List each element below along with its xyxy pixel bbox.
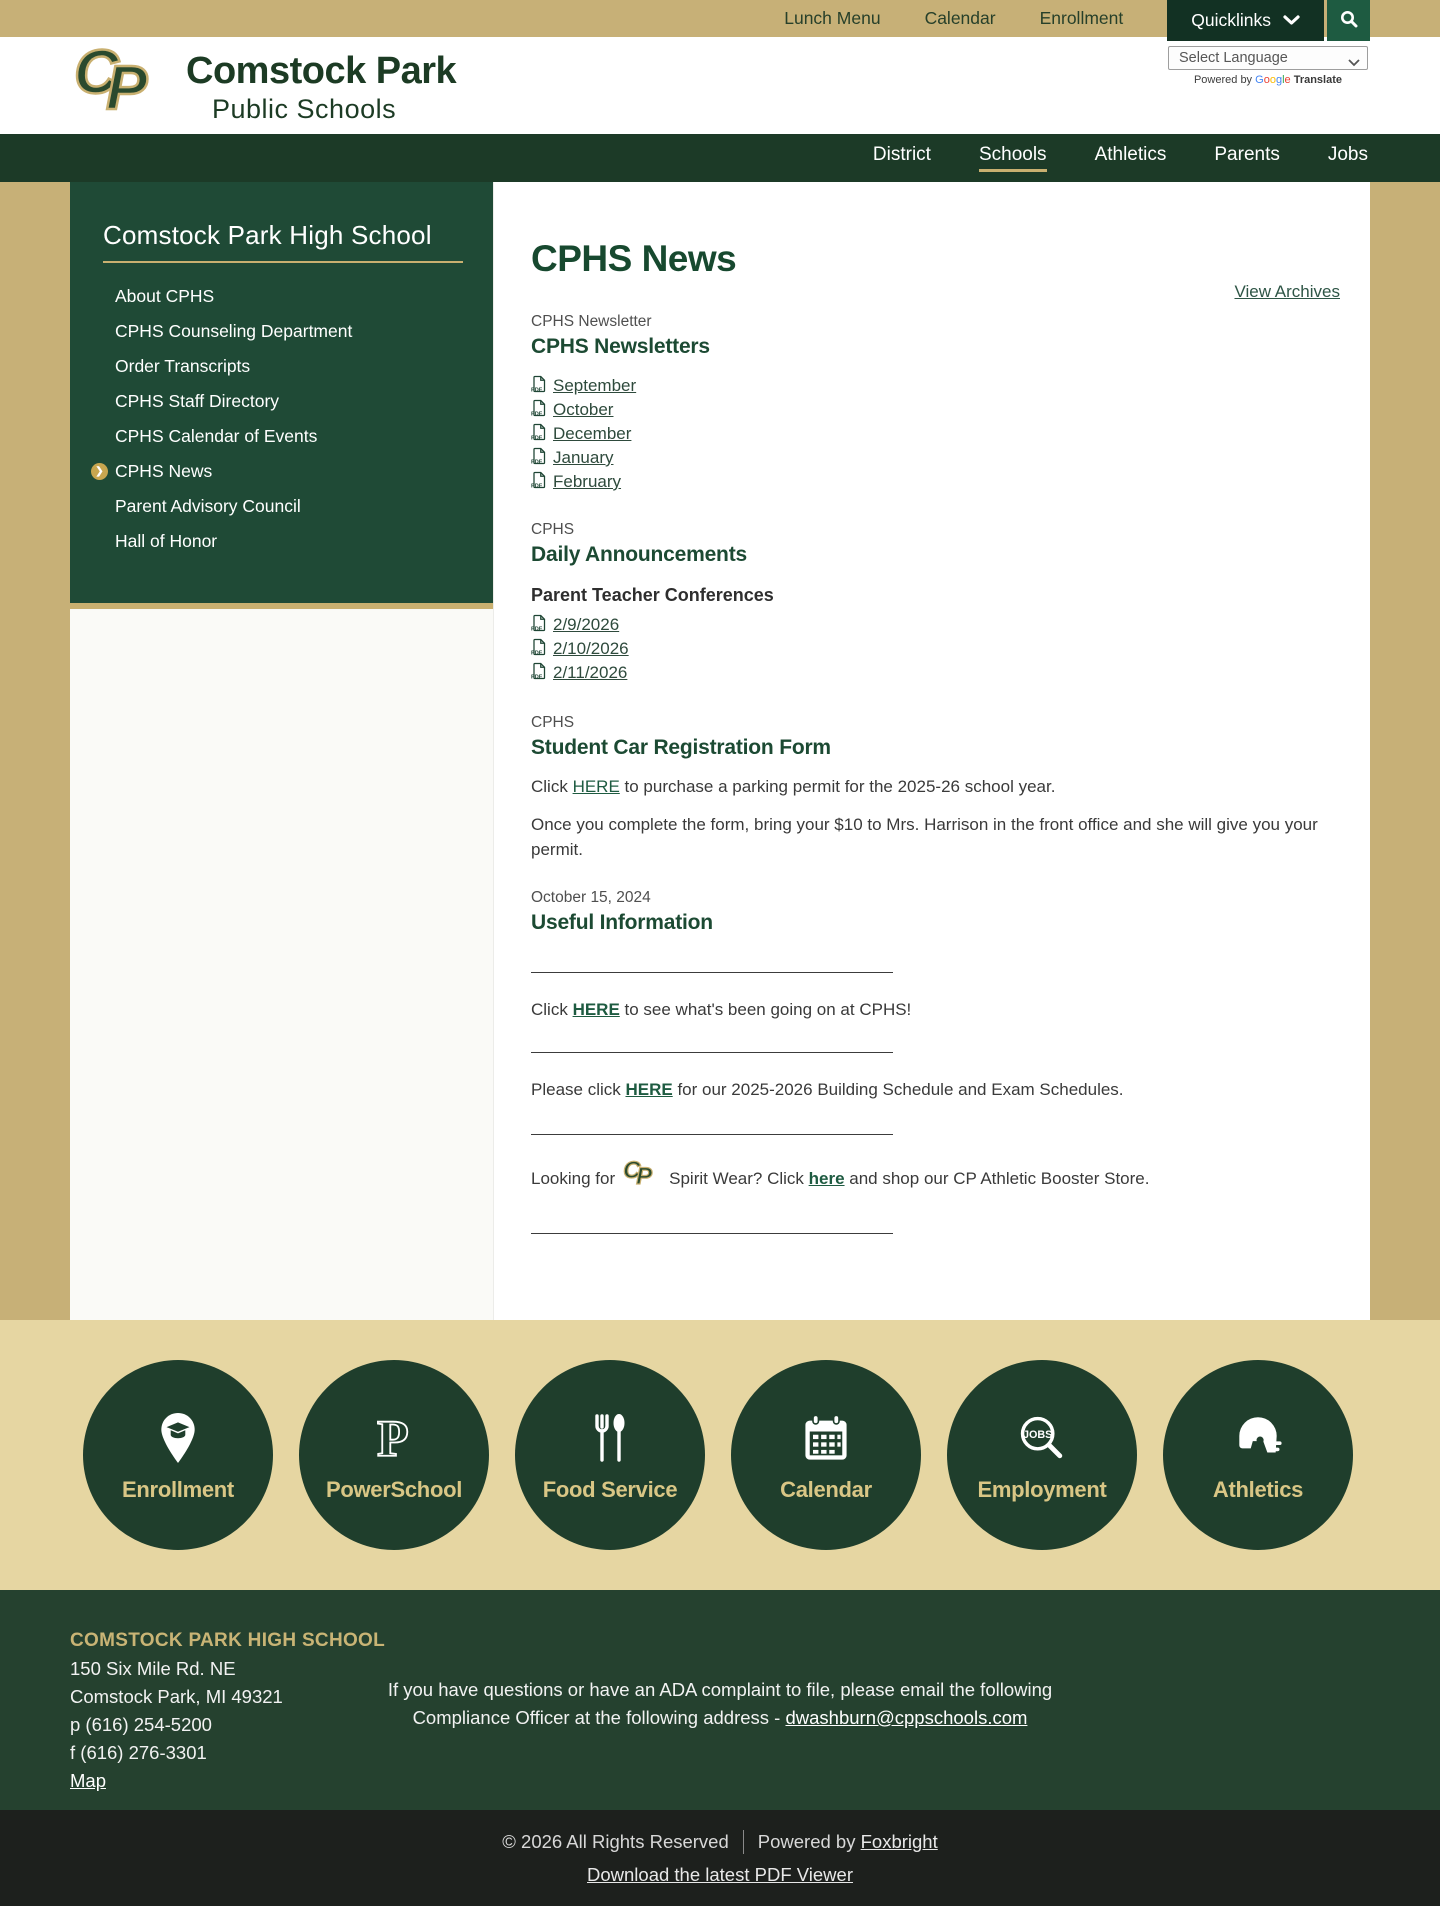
search-button[interactable] [1327,0,1370,41]
foxbright-link[interactable]: Foxbright [860,1831,938,1852]
svg-text:PDF: PDF [531,411,543,417]
newsletter-link[interactable]: October [553,400,614,419]
copyright-text: © 2026 All Rights Reserved [502,1831,729,1852]
newsletter-link[interactable]: January [553,448,614,467]
booster-store-link[interactable]: here [808,1168,845,1188]
pdf-icon [531,638,546,661]
sidebar-item-calendar-of-events[interactable]: CPHS Calendar of Events [115,426,318,446]
useful-information-section [531,888,1340,1234]
main-content [493,182,1370,1320]
pdf-icon [531,423,546,446]
page-title: CPHS News [531,238,737,279]
logo-letter-p: P [106,54,144,123]
divider [531,1134,893,1135]
svg-text:PDF: PDF [531,626,543,632]
svg-text:JOBS: JOBS [1022,1429,1053,1441]
powerschool-p-icon [369,1407,419,1469]
pdf-icon [531,614,546,637]
announcement-link[interactable]: 2/11/2026 [553,663,628,682]
section-eyebrow: CPHS Newsletter [531,313,652,330]
quicklinks-label: Quicklinks [1191,10,1271,30]
newsletter-link[interactable]: December [553,424,632,443]
newsletters-section [531,312,1340,494]
compliance-email-link[interactable]: dwashburn@cppschools.com [785,1707,1028,1728]
conferences-subheading: Parent Teacher Conferences [531,585,774,605]
permit-instructions-paragraph: Once you complete the form, bring your $10 to Mrs. Harrison in the front office and she will give you your permit. [531,815,1318,859]
translate-attribution: Powered by Google Translate [1193,74,1343,86]
sidebar-item-hall-of-honor[interactable]: Hall of Honor [115,531,218,551]
sidebar-item-order-transcripts[interactable]: Order Transcripts [115,356,251,376]
spirit-wear-line: Looking for C P Spirit Wear? Click here and shop our CP Athletic Booster Store. [531,1161,1340,1195]
whats-going-on-line: Click HERE to see what's been going on at CPHS! [531,1000,912,1019]
sidebar-item-cphs-news[interactable]: ❯ CPHS News [103,454,463,489]
newsletter-link[interactable]: February [553,472,622,491]
section-heading: Student Car Registration Form [531,736,831,759]
list-item [531,637,1340,661]
active-arrow-icon: ❯ [91,463,108,480]
daily-announcements-section [531,520,1340,685]
google-translate-widget [1168,46,1368,86]
circle-label: Enrollment [122,1477,234,1502]
circle-label: PowerSchool [325,1477,463,1502]
circle-powerschool[interactable] [299,1360,489,1550]
parking-permit-link[interactable]: HERE [572,777,620,796]
footer-address1: 150 Six Mile Rd. NE [70,1658,236,1679]
circle-label: Athletics [1212,1477,1304,1502]
circle-enrollment[interactable] [83,1360,273,1550]
quicklinks-button[interactable] [1167,0,1324,41]
newsletter-link[interactable]: September [553,376,637,395]
nav-item-athletics[interactable]: Athletics [1094,144,1167,165]
svg-text:P: P [377,1411,409,1468]
district-name-line1: Comstock Park [186,50,457,92]
section-heading: Daily Announcements [531,543,747,566]
map-link[interactable]: Map [70,1770,106,1791]
lunch-menu-link[interactable]: Lunch Menu [784,8,881,28]
fork-spoon-icon [586,1407,634,1469]
section-eyebrow: CPHS [531,714,575,731]
sidebar-item-staff-directory[interactable]: CPHS Staff Directory [115,391,280,411]
district-name [186,43,456,125]
main-nav [0,134,1440,182]
section-eyebrow: CPHS [531,521,575,538]
ada-line2: Compliance Officer at the following address - dwashburn@cppschools.com [412,1707,1028,1728]
content-area [0,182,1440,1320]
sidebar-filler [70,609,493,1320]
announcement-link[interactable]: 2/9/2026 [553,615,620,634]
sidebar [70,182,493,1320]
sidebar-divider [103,261,463,263]
powered-by-text: Powered by Foxbright [757,1831,938,1852]
graduation-pin-icon [153,1407,203,1469]
svg-text:PDF: PDF [531,650,543,656]
divider [531,1052,893,1053]
cp-logo-small: C P [623,1157,653,1190]
sidebar-item-about-cphs[interactable]: About CPHS [115,286,215,306]
quick-links-band [0,1320,1440,1590]
google-logo: Google [1255,74,1291,86]
list-item [531,661,1340,685]
nav-item-parents[interactable]: Parents [1214,144,1280,165]
footer-address2: Comstock Park, MI 49321 [70,1686,283,1707]
circle-athletics[interactable] [1163,1360,1353,1550]
nav-item-jobs[interactable]: Jobs [1327,144,1368,165]
svg-text:PDF: PDF [531,674,543,680]
svg-text:PDF: PDF [531,483,543,489]
pdf-icon [531,471,546,494]
sidebar-title: Comstock Park High School [103,220,432,250]
footer-fax: f (616) 276-3301 [70,1742,207,1763]
logo-letter-c: C [74,38,116,107]
separator [743,1830,744,1854]
building-schedule-link[interactable]: HERE [625,1080,673,1099]
pdf-icon [531,375,546,398]
circle-label: Food Service [542,1477,678,1502]
enrollment-link[interactable]: Enrollment [1039,8,1124,28]
utility-bar [0,0,1440,37]
list-item [531,422,1340,446]
view-archives-link[interactable]: View Archives [1234,282,1340,301]
section-heading: CPHS Newsletters [531,335,710,358]
circle-label: Employment [977,1477,1107,1502]
svg-text:PDF: PDF [531,459,543,465]
whats-going-on-link[interactable]: HERE [572,1000,620,1019]
list-item [531,446,1340,470]
football-helmet-icon [1231,1407,1285,1469]
car-registration-section [531,713,1340,862]
list-item [531,398,1340,422]
copyright-bar [0,1810,1440,1906]
footer-school-name: COMSTOCK PARK HIGH SCHOOL [70,1630,386,1651]
sidebar-item-parent-advisory-council[interactable]: Parent Advisory Council [115,496,301,516]
pdf-icon [531,662,546,685]
calendar-link[interactable]: Calendar [924,8,996,28]
ada-line1: If you have questions or have an ADA complaint to file, please email the following [387,1679,1053,1700]
site-header [0,37,1440,134]
section-date: October 15, 2024 [531,889,651,906]
cp-logo [72,38,172,129]
building-schedule-line: Please click HERE for our 2025-2026 Building Schedule and Exam Schedules. [531,1080,1124,1099]
svg-text:PDF: PDF [531,387,543,393]
section-heading: Useful Information [531,911,713,934]
nav-item-schools[interactable]: Schools [979,144,1047,172]
calendar-icon [800,1407,852,1469]
footer-ada-block [0,1676,1440,1732]
site-footer [0,1590,1440,1810]
announcement-link[interactable]: 2/10/2026 [553,639,629,658]
divider [531,972,893,973]
language-select[interactable] [1168,46,1368,70]
footer-phone: p (616) 254-5200 [70,1714,212,1735]
nav-item-district[interactable]: District [872,144,931,165]
pdf-icon [531,447,546,470]
circle-employment[interactable] [947,1360,1137,1550]
pdf-icon [531,399,546,422]
pdf-viewer-link[interactable]: Download the latest PDF Viewer [587,1864,853,1885]
list-item [531,613,1340,637]
sidebar-item-counseling[interactable]: CPHS Counseling Department [115,321,353,341]
divider [531,1233,893,1234]
jobs-magnifier-icon [1015,1407,1069,1469]
svg-text:PDF: PDF [531,435,543,441]
search-icon [1340,10,1358,31]
list-item [531,374,1340,398]
circle-calendar[interactable] [731,1360,921,1550]
circle-food-service[interactable] [515,1360,705,1550]
parking-permit-paragraph: Click HERE to purchase a parking permit for the 2025-26 school year. [531,777,1056,796]
chevron-down-icon [1283,10,1300,31]
list-item [531,470,1340,494]
circle-label: Calendar [780,1477,872,1502]
district-name-line2: Public Schools [212,94,397,124]
